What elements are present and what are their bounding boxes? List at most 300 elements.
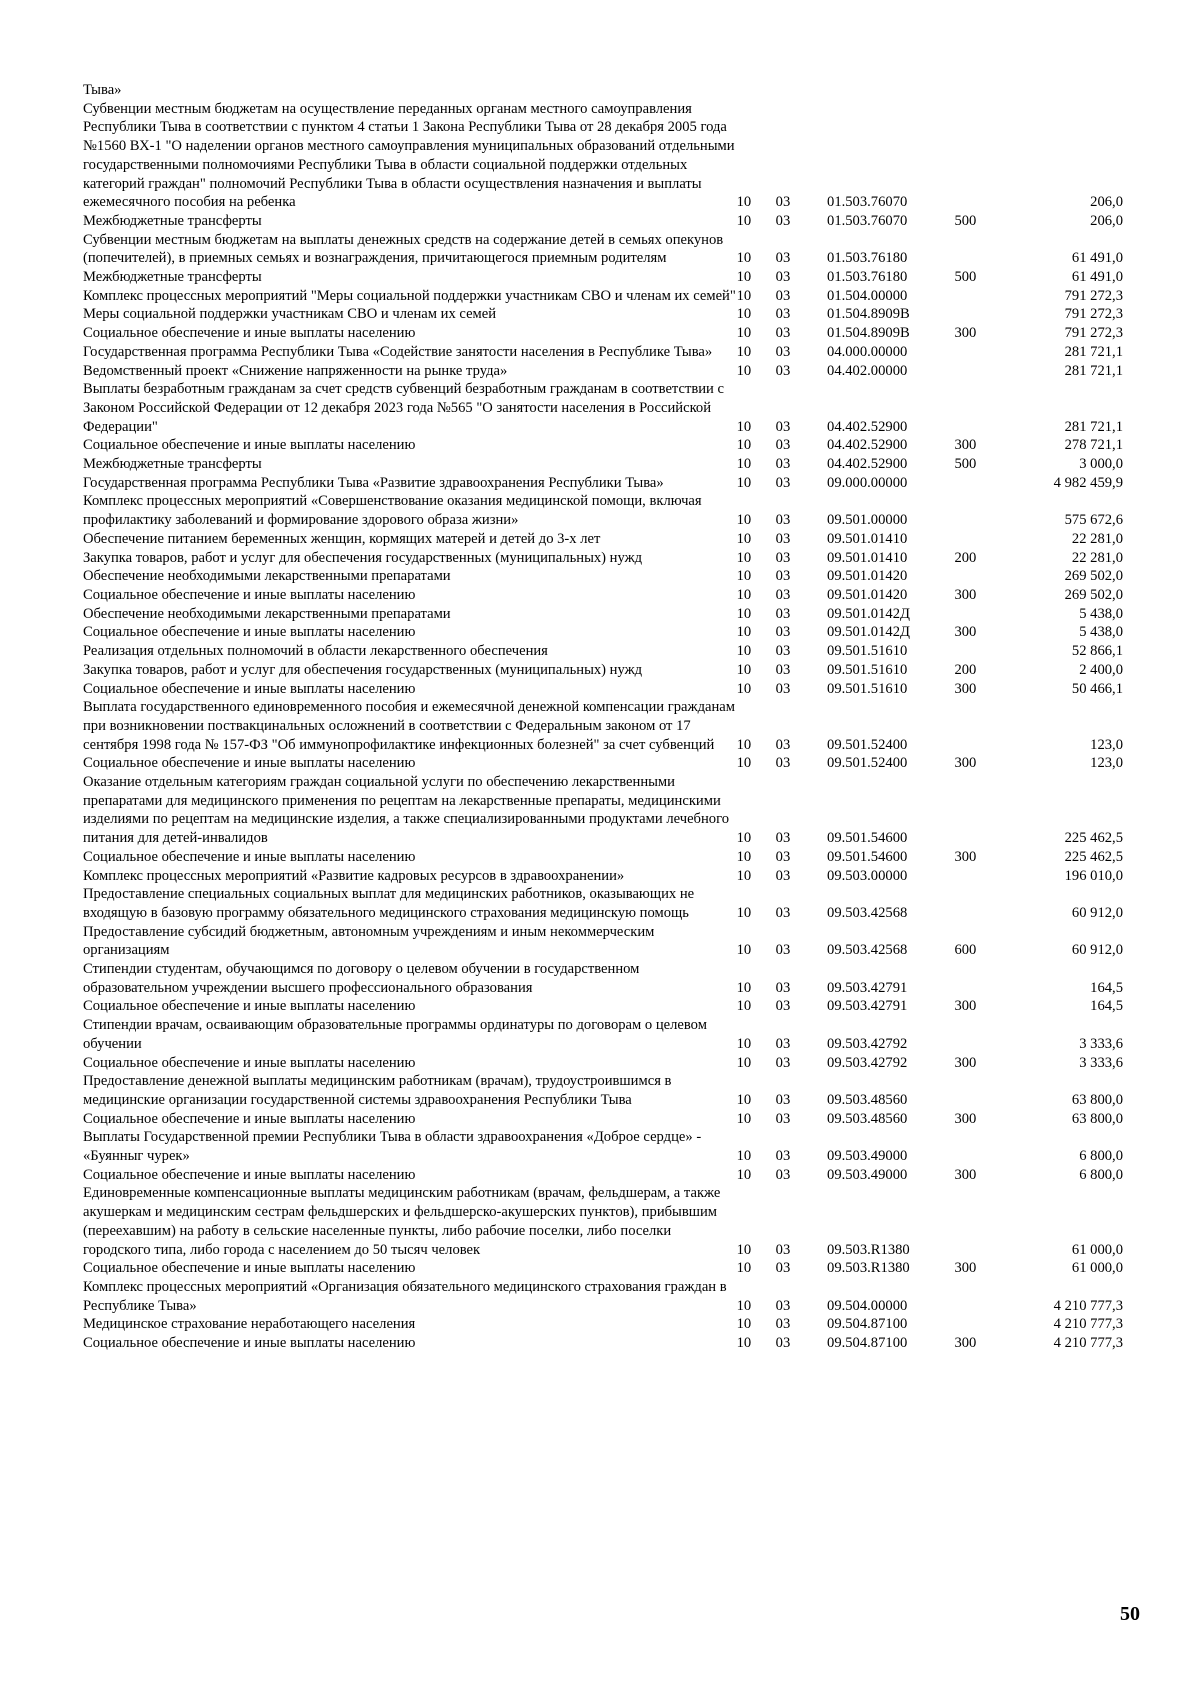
amount: 52 866,1 (1071, 643, 1123, 660)
subsection-code: 03 (775, 736, 791, 753)
amount: 206,0 (1090, 212, 1123, 229)
amount: 6 800,0 (1079, 1166, 1123, 1183)
expense-type-code: 300 (954, 1110, 977, 1127)
subsection-code: 03 (775, 661, 791, 678)
amount: 225 462,5 (1064, 830, 1123, 847)
table-row (83, 81, 1123, 100)
section-code: 10 (736, 325, 752, 342)
expense-type-code: 300 (954, 586, 977, 603)
table-row (83, 1110, 1123, 1129)
table-row (83, 549, 1123, 568)
target-article-code: 09.503.49000 (827, 1166, 908, 1183)
expense-type-code (954, 343, 1036, 362)
subsection-code: 03 (775, 1297, 791, 1314)
table-row (83, 492, 1123, 529)
amount: 196 010,0 (1064, 867, 1123, 884)
amount: 60 912,0 (1071, 942, 1123, 959)
table-row (83, 923, 1123, 960)
amount: 61 000,0 (1071, 1241, 1123, 1258)
item-name: Социальное обеспечение и иные выплаты населению (83, 1054, 416, 1071)
section-code: 10 (736, 755, 752, 772)
subsection-code: 03 (775, 942, 791, 959)
section-code: 10 (736, 287, 752, 304)
amount: 123,0 (1090, 755, 1123, 772)
table-row (83, 1016, 1123, 1053)
section-code: 10 (736, 1054, 752, 1071)
amount: 281 721,1 (1064, 418, 1123, 435)
section-code: 10 (736, 1035, 752, 1052)
table-row (83, 212, 1123, 231)
table-row (83, 680, 1123, 699)
target-article-code (827, 81, 954, 100)
expense-type-code (954, 492, 1036, 529)
table-row (83, 848, 1123, 867)
subsection-code: 03 (775, 586, 791, 603)
subsection-code: 03 (775, 549, 791, 566)
section-code: 10 (736, 1241, 752, 1258)
subsection-code: 03 (775, 1166, 791, 1183)
table-row (83, 268, 1123, 287)
table-row (83, 380, 1123, 436)
section-code: 10 (736, 1316, 752, 1333)
expense-type-code (954, 698, 1036, 754)
target-article-code: 09.503.00000 (827, 867, 908, 884)
subsection-code: 03 (775, 474, 791, 491)
target-article-code: 09.501.54600 (827, 848, 908, 865)
item-name: Меры социальной поддержки участникам СВО и членам их семей (83, 306, 497, 323)
subsection-code: 03 (775, 1260, 791, 1277)
target-article-code: 09.504.00000 (827, 1297, 908, 1314)
section-code: 10 (736, 1091, 752, 1108)
table-row (83, 698, 1123, 754)
target-article-code: 09.503.R1380 (827, 1260, 910, 1277)
section-code: 10 (736, 1110, 752, 1127)
item-name: Выплаты безработным гражданам за счет средств субвенций безработным гражданам в соответствии с Законом Российской Федерации от 12 декабря 2023 года №565 "О занятости населения в Российской Федерации" (83, 381, 724, 435)
section-code: 10 (736, 643, 752, 660)
expense-type-code (954, 530, 1036, 549)
subsection-code: 03 (775, 680, 791, 697)
item-name: Обеспечение необходимыми лекарственными препаратами (83, 568, 451, 585)
amount: 22 281,0 (1071, 530, 1123, 547)
expense-type-code: 500 (954, 269, 977, 286)
target-article-code: 09.504.87100 (827, 1335, 908, 1352)
target-article-code: 01.503.76070 (827, 212, 908, 229)
section-code: 10 (736, 212, 752, 229)
amount: 3 333,6 (1079, 1054, 1123, 1071)
section-code: 10 (736, 830, 752, 847)
subsection-code: 03 (775, 437, 791, 454)
amount: 269 502,0 (1064, 586, 1123, 603)
expense-type-code (954, 1278, 1036, 1315)
item-name: Социальное обеспечение и иные выплаты населению (83, 1110, 416, 1127)
subsection-code: 03 (775, 904, 791, 921)
table-row (83, 436, 1123, 455)
subsection-code: 03 (775, 418, 791, 435)
expense-type-code: 300 (954, 755, 977, 772)
target-article-code: 09.501.51610 (827, 661, 908, 678)
item-name: Государственная программа Республики Тыва «Содействие занятости населения в Республике Тыва» (83, 343, 713, 360)
amount: 4 210 777,3 (1053, 1335, 1123, 1352)
amount: 3 333,6 (1079, 1035, 1123, 1052)
item-name: Предоставление субсидий бюджетным, автономным учреждениям и иным некоммерческим организациям (83, 923, 655, 959)
subsection-code: 03 (775, 867, 791, 884)
page-number: 50 (1120, 1603, 1140, 1625)
section-code (737, 81, 776, 100)
target-article-code: 09.501.51610 (827, 680, 908, 697)
target-article-code: 09.503.42791 (827, 998, 908, 1015)
expense-type-code (954, 1016, 1036, 1053)
subsection-code: 03 (775, 530, 791, 547)
item-name: Социальное обеспечение и иные выплаты населению (83, 680, 416, 697)
item-name: Закупка товаров, работ и услуг для обеспечения государственных (муниципальных) нужд (83, 549, 643, 566)
expense-type-code: 300 (954, 1260, 977, 1277)
item-name: Единовременные компенсационные выплаты медицинским работникам (врачам, фельдшерам, а также акушеркам и медицинским сестрам фельдшерских и фельдшерско-акушерских пунктов), прибывшим (переехавшим) на работу в сельские населенные пункты, либо рабочие поселки, либо поселки городского типа, либо города с населением до 50 тысяч человек (83, 1185, 721, 1258)
amount: 791 272,3 (1064, 306, 1123, 323)
table-row (83, 567, 1123, 586)
table-row (83, 324, 1123, 343)
subsection-code: 03 (775, 1316, 791, 1333)
table-row (83, 661, 1123, 680)
subsection-code: 03 (775, 1335, 791, 1352)
item-name: Ведомственный проект «Снижение напряженности на рынке труда» (83, 362, 508, 379)
amount: 791 272,3 (1064, 325, 1123, 342)
section-code: 10 (736, 362, 752, 379)
target-article-code: 09.501.51610 (827, 643, 908, 660)
amount: 5 438,0 (1079, 624, 1123, 641)
target-article-code: 09.504.87100 (827, 1316, 908, 1333)
item-name: Субвенции местным бюджетам на осуществление переданных органам местного самоуправления Республики Тыва в соответствии с пунктом 4 статьи 1 Закона Республики Тыва от 28 декабря 2005 года №1560 ВХ-1 "О наделении органов местного самоуправления муниципальных образований отдельными государственными полномочиями Республики Тыва в области социальной поддержки отдельных категорий граждан" полномочий Республики Тыва в области осуществления назначения и выплаты ежемесячного пособия на ребенка (83, 100, 735, 211)
target-article-code: 09.501.52400 (827, 736, 908, 753)
amount: 281 721,1 (1064, 362, 1123, 379)
section-code: 10 (736, 661, 752, 678)
target-article-code: 01.504.8909В (827, 306, 910, 323)
table-row (83, 1184, 1123, 1259)
table-row (83, 100, 1123, 212)
section-code: 10 (736, 680, 752, 697)
subsection-code (776, 81, 827, 100)
subsection-code: 03 (775, 979, 791, 996)
target-article-code: 09.501.01410 (827, 530, 908, 547)
item-name: Социальное обеспечение и иные выплаты населению (83, 1335, 416, 1352)
item-name: Субвенции местным бюджетам на выплаты денежных средств на содержание детей в семьях опекунов (попечителей), в приемных семьях и вознаграждения, причитающегося приемным родителям (83, 231, 724, 267)
amount: 61 491,0 (1071, 269, 1123, 286)
section-code: 10 (736, 586, 752, 603)
target-article-code: 09.501.01420 (827, 568, 908, 585)
section-code: 10 (736, 512, 752, 529)
expense-type-code: 500 (954, 456, 977, 473)
target-article-code: 09.503.42792 (827, 1054, 908, 1071)
table-row (83, 1315, 1123, 1334)
section-code: 10 (736, 848, 752, 865)
subsection-code: 03 (775, 287, 791, 304)
subsection-code: 03 (775, 194, 791, 211)
section-code: 10 (736, 1260, 752, 1277)
table-row (83, 885, 1123, 922)
target-article-code: 09.501.01420 (827, 586, 908, 603)
target-article-code: 09.501.52400 (827, 755, 908, 772)
expense-type-code: 300 (954, 680, 977, 697)
expense-type-code (954, 960, 1036, 997)
amount (1037, 81, 1123, 100)
subsection-code: 03 (775, 643, 791, 660)
subsection-code: 03 (775, 998, 791, 1015)
section-code: 10 (736, 867, 752, 884)
item-name: Комплекс процессных мероприятий «Организация обязательного медицинского страхования граждан в Республике Тыва» (83, 1279, 727, 1314)
section-code: 10 (736, 418, 752, 435)
subsection-code: 03 (775, 1035, 791, 1052)
expense-type-code (954, 100, 1036, 212)
item-name: Обеспечение питанием беременных женщин, кормящих матерей и детей до 3-х лет (83, 530, 601, 547)
table-row (83, 623, 1123, 642)
amount: 61 491,0 (1071, 250, 1123, 267)
section-code: 10 (736, 1297, 752, 1314)
expense-type-code: 300 (954, 1054, 977, 1071)
table-row (83, 1072, 1123, 1109)
amount: 63 800,0 (1071, 1091, 1123, 1108)
section-code: 10 (736, 568, 752, 585)
table-row (83, 1166, 1123, 1185)
item-name: Оказание отдельным категориям граждан социальной услуги по обеспечению лекарственными препаратами для медицинского применения по рецептам на лекарственные препараты, медицинскими изделиями по рецептам на медицинские изделия, а также специализированными продуктами лечебного питания для детей-инвалидов (83, 774, 730, 847)
budget-table (83, 81, 1123, 1353)
item-name: Выплата государственного единовременного пособия и ежемесячной денежной компенсации гражданам при возникновении поствакцинальных осложнений в соответствии с Федеральным законом от 17 сентября 1998 года № 157-ФЗ "Об иммунопрофилактике инфекционных болезней" за счет субвенций (83, 699, 736, 753)
subsection-code: 03 (775, 1110, 791, 1127)
table-row (83, 287, 1123, 306)
expense-type-code: 600 (954, 942, 977, 959)
expense-type-code: 300 (954, 998, 977, 1015)
subsection-code: 03 (775, 343, 791, 360)
amount: 164,5 (1090, 998, 1123, 1015)
budget-table-body (83, 81, 1123, 1353)
table-row (83, 530, 1123, 549)
amount: 50 466,1 (1071, 680, 1123, 697)
target-article-code: 04.402.52900 (827, 456, 908, 473)
item-name: Государственная программа Республики Тыва «Развитие здравоохранения Республики Тыва» (83, 474, 664, 491)
subsection-code: 03 (775, 1241, 791, 1258)
section-code: 10 (736, 437, 752, 454)
section-code: 10 (736, 343, 752, 360)
item-name: Межбюджетные трансферты (83, 456, 262, 473)
expense-type-code (954, 81, 1036, 100)
amount: 3 000,0 (1079, 456, 1123, 473)
target-article-code: 01.503.76180 (827, 250, 908, 267)
item-name: Комплекс процессных мероприятий «Совершенствование оказания медицинской помощи, включая профилактику заболеваний и формирование здорового образа жизни» (83, 493, 702, 529)
table-row (83, 1334, 1123, 1353)
amount: 123,0 (1090, 736, 1123, 753)
target-article-code: 09.501.00000 (827, 512, 908, 529)
item-name: Обеспечение необходимыми лекарственными препаратами (83, 605, 451, 622)
table-row (83, 455, 1123, 474)
target-article-code: 09.503.R1380 (827, 1241, 910, 1258)
target-article-code: 04.402.52900 (827, 437, 908, 454)
section-code: 10 (736, 456, 752, 473)
amount: 63 800,0 (1071, 1110, 1123, 1127)
table-row (83, 343, 1123, 362)
target-article-code: 09.503.48560 (827, 1091, 908, 1108)
table-row (83, 305, 1123, 324)
item-name: Стипендии студентам, обучающимся по договору о целевом обучении в государственном образовательном учреждении высшего профессионального образования (83, 961, 640, 996)
table-row (83, 642, 1123, 661)
subsection-code: 03 (775, 1148, 791, 1165)
expense-type-code: 300 (954, 848, 977, 865)
target-article-code: 04.402.00000 (827, 362, 908, 379)
section-code: 10 (736, 904, 752, 921)
section-code: 10 (736, 605, 752, 622)
item-name: Предоставление денежной выплаты медицинским работникам (врачам), трудоустроившимся в медицинские организации государственной системы здравоохранения Республики Тыва (83, 1073, 672, 1108)
item-name: Социальное обеспечение и иные выплаты населению (83, 1166, 416, 1183)
table-row (83, 997, 1123, 1016)
item-name: Социальное обеспечение и иные выплаты населению (83, 1260, 416, 1277)
section-code: 10 (736, 1148, 752, 1165)
item-name: Выплаты Государственной премии Республики Тыва в области здравоохранения «Доброе сердце» - «Буянныг чурек» (83, 1129, 702, 1165)
item-name: Социальное обеспечение и иные выплаты населению (83, 755, 416, 772)
expense-type-code: 300 (954, 624, 977, 641)
section-code: 10 (736, 306, 752, 323)
amount: 225 462,5 (1064, 848, 1123, 865)
subsection-code: 03 (775, 848, 791, 865)
section-code: 10 (736, 1335, 752, 1352)
item-name: Тыва» (83, 82, 122, 98)
subsection-code: 03 (775, 362, 791, 379)
amount: 6 800,0 (1079, 1148, 1123, 1165)
table-row (83, 773, 1123, 848)
subsection-code: 03 (775, 269, 791, 286)
section-code: 10 (736, 942, 752, 959)
amount: 206,0 (1090, 194, 1123, 211)
amount: 22 281,0 (1071, 549, 1123, 566)
target-article-code: 09.503.48560 (827, 1110, 908, 1127)
target-article-code: 01.504.8909В (827, 325, 910, 342)
expense-type-code (954, 867, 1036, 886)
subsection-code: 03 (775, 624, 791, 641)
target-article-code: 09.501.54600 (827, 830, 908, 847)
expense-type-code (954, 305, 1036, 324)
target-article-code: 09.000.00000 (827, 474, 908, 491)
subsection-code: 03 (775, 1091, 791, 1108)
target-article-code: 09.503.42791 (827, 979, 908, 996)
expense-type-code (954, 642, 1036, 661)
amount: 2 400,0 (1079, 661, 1123, 678)
table-row (83, 231, 1123, 268)
amount: 4 210 777,3 (1053, 1297, 1123, 1314)
target-article-code: 01.504.00000 (827, 287, 908, 304)
expense-type-code: 300 (954, 325, 977, 342)
target-article-code: 04.402.52900 (827, 418, 908, 435)
amount: 269 502,0 (1064, 568, 1123, 585)
target-article-code: 01.503.76180 (827, 269, 908, 286)
subsection-code: 03 (775, 212, 791, 229)
item-name: Реализация отдельных полномочий в области лекарственного обеспечения (83, 643, 548, 660)
target-article-code: 09.503.42568 (827, 942, 908, 959)
section-code: 10 (736, 269, 752, 286)
amount: 61 000,0 (1071, 1260, 1123, 1277)
subsection-code: 03 (775, 568, 791, 585)
subsection-code: 03 (775, 830, 791, 847)
subsection-code: 03 (775, 250, 791, 267)
item-name: Межбюджетные трансферты (83, 269, 262, 286)
expense-type-code (954, 1184, 1036, 1259)
subsection-code: 03 (775, 456, 791, 473)
expense-type-code (954, 1128, 1036, 1165)
subsection-code: 03 (775, 605, 791, 622)
section-code: 10 (736, 736, 752, 753)
target-article-code: 09.503.49000 (827, 1148, 908, 1165)
target-article-code: 01.503.76070 (827, 194, 908, 211)
target-article-code: 09.501.0142Д (827, 624, 910, 641)
item-name: Закупка товаров, работ и услуг для обеспечения государственных (муниципальных) нужд (83, 661, 643, 678)
expense-type-code (954, 474, 1036, 493)
item-name: Межбюджетные трансферты (83, 212, 262, 229)
subsection-code: 03 (775, 306, 791, 323)
expense-type-code: 300 (954, 1335, 977, 1352)
section-code: 10 (736, 474, 752, 491)
item-name: Комплекс процессных мероприятий «Развитие кадровых ресурсов в здравоохранении» (83, 867, 625, 884)
expense-type-code (954, 362, 1036, 381)
table-row (83, 586, 1123, 605)
table-row (83, 362, 1123, 381)
expense-type-code (954, 287, 1036, 306)
section-code: 10 (736, 530, 752, 547)
amount: 791 272,3 (1064, 287, 1123, 304)
expense-type-code (954, 885, 1036, 922)
target-article-code: 09.501.0142Д (827, 605, 910, 622)
subsection-code: 03 (775, 1054, 791, 1071)
section-code: 10 (736, 624, 752, 641)
table-row (83, 1128, 1123, 1165)
expense-type-code (954, 1072, 1036, 1109)
item-name: Социальное обеспечение и иные выплаты населению (83, 624, 416, 641)
table-row (83, 867, 1123, 886)
target-article-code: 09.501.01410 (827, 549, 908, 566)
subsection-code: 03 (775, 755, 791, 772)
amount: 4 982 459,9 (1053, 474, 1123, 491)
table-row (83, 1259, 1123, 1278)
amount: 4 210 777,3 (1053, 1316, 1123, 1333)
table-row (83, 474, 1123, 493)
expense-type-code: 200 (954, 661, 977, 678)
item-name: Медицинское страхование неработающего населения (83, 1316, 416, 1333)
item-name: Предоставление специальных социальных выплат для медицинских работников, оказывающих не входящую в базовую программу обязательного медицинского страхования медицинскую помощь (83, 886, 695, 921)
amount: 5 438,0 (1079, 605, 1123, 622)
table-row (83, 605, 1123, 624)
target-article-code: 09.503.42568 (827, 904, 908, 921)
expense-type-code (954, 231, 1036, 268)
expense-type-code: 300 (954, 437, 977, 454)
item-name: Социальное обеспечение и иные выплаты населению (83, 437, 416, 454)
expense-type-code (954, 773, 1036, 848)
expense-type-code: 200 (954, 549, 977, 566)
section-code: 10 (736, 979, 752, 996)
target-article-code: 04.000.00000 (827, 343, 908, 360)
section-code: 10 (736, 194, 752, 211)
item-name: Социальное обеспечение и иные выплаты населению (83, 586, 416, 603)
item-name: Социальное обеспечение и иные выплаты населению (83, 848, 416, 865)
amount: 164,5 (1090, 979, 1123, 996)
expense-type-code (954, 380, 1036, 436)
table-row (83, 1278, 1123, 1315)
table-row (83, 1054, 1123, 1073)
amount: 281 721,1 (1064, 343, 1123, 360)
expense-type-code (954, 605, 1036, 624)
expense-type-code: 300 (954, 1166, 977, 1183)
section-code: 10 (736, 549, 752, 566)
expense-type-code: 500 (954, 212, 977, 229)
expense-type-code (954, 1315, 1036, 1334)
section-code: 10 (736, 250, 752, 267)
table-row (83, 754, 1123, 773)
item-name: Комплекс процессных мероприятий "Меры социальной поддержки участникам СВО и членам их семей" (83, 287, 736, 304)
subsection-code: 03 (775, 512, 791, 529)
section-code: 10 (736, 998, 752, 1015)
